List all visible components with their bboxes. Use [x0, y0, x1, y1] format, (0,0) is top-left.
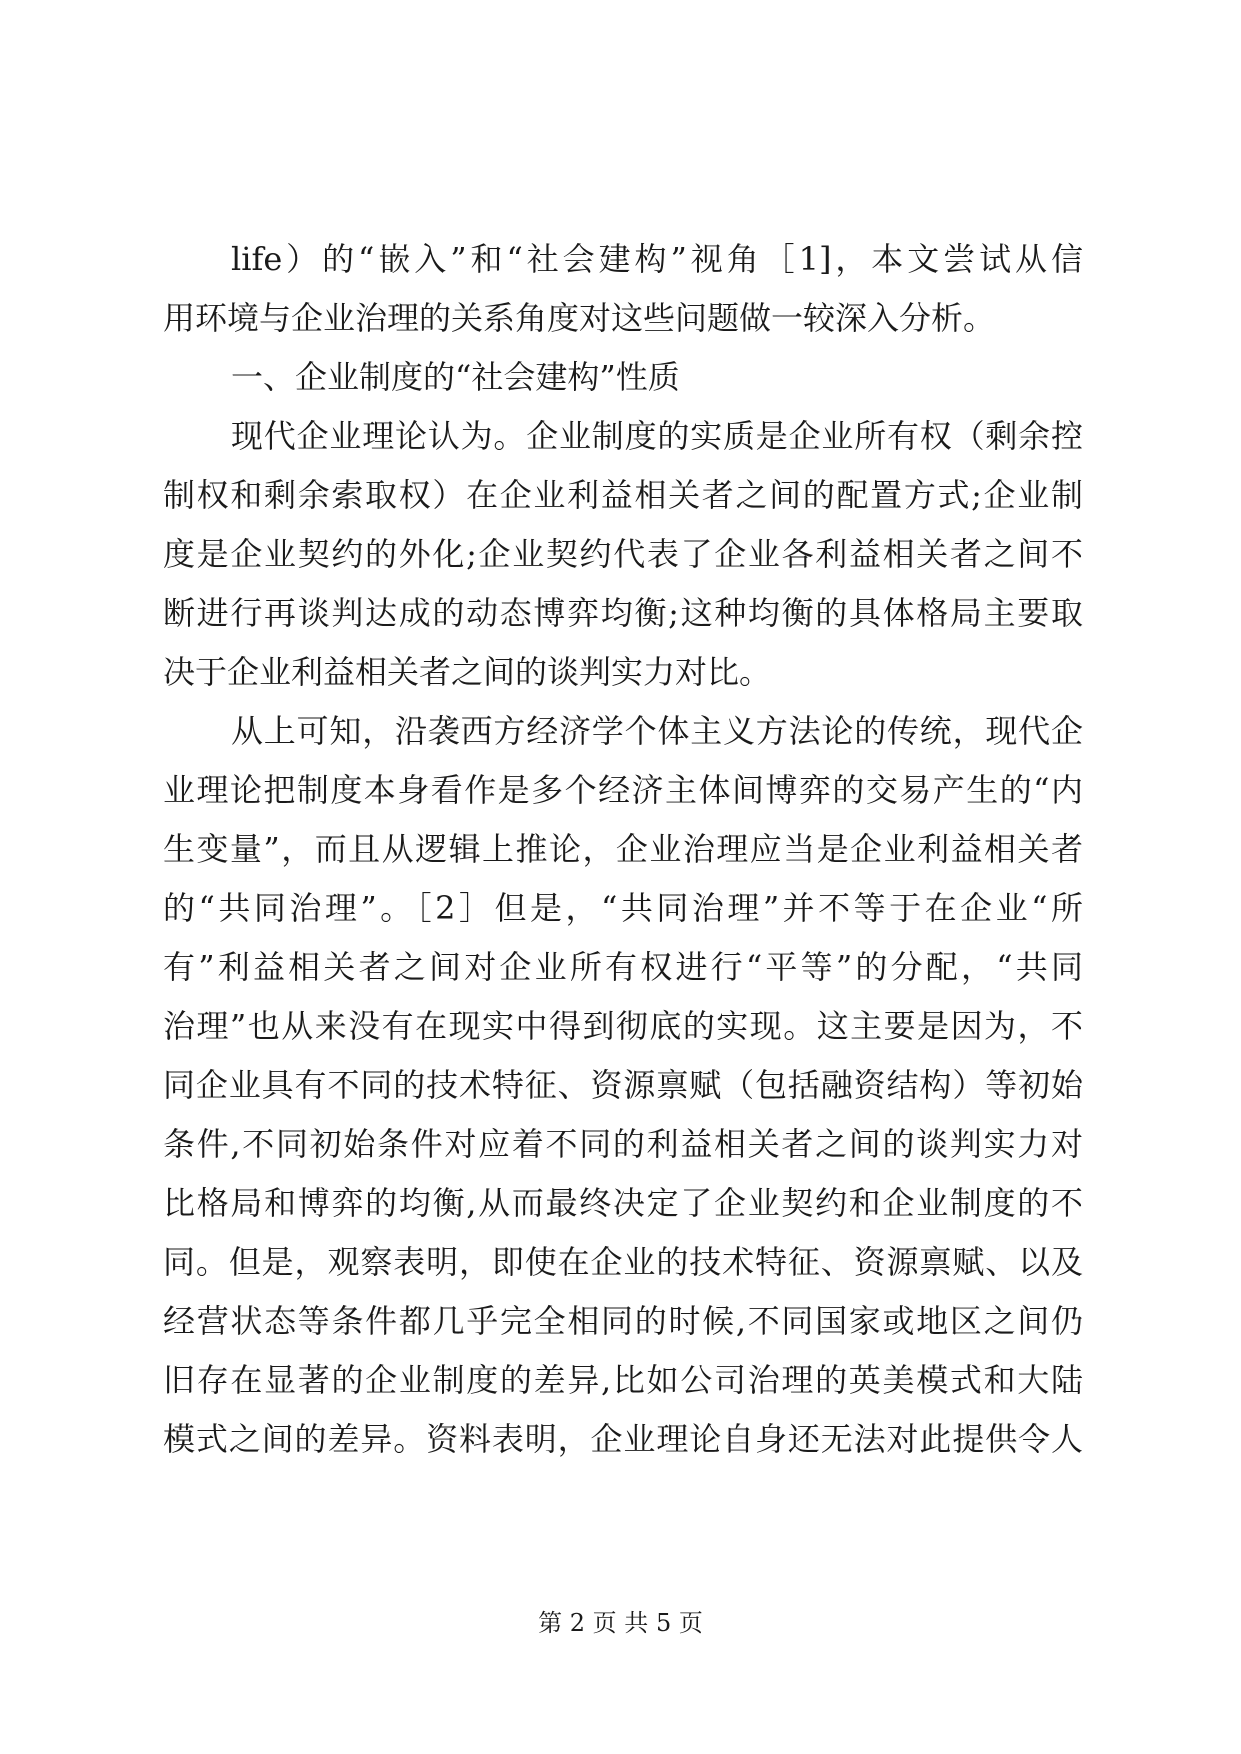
text-line: 用环境与企业治理的关系角度对这些问题做一较深入分析。: [163, 299, 996, 337]
text-line: 生变量”，而且从逻辑上推论，企业治理应当是企业利益相关者: [163, 830, 1083, 868]
text-line: 治理”也从来没有在现实中得到彻底的实现。这主要是因为，不: [163, 1007, 1083, 1045]
text-line: 条件,不同初始条件对应着不同的利益相关者之间的谈判实力对: [163, 1125, 1083, 1163]
text-line: 度是企业契约的外化;企业契约代表了企业各利益相关者之间不: [163, 535, 1083, 573]
text-line: 同企业具有不同的技术特征、资源禀赋（包括融资结构）等初始: [163, 1066, 1083, 1104]
text-line: 从上可知，沿袭西方经济学个体主义方法论的传统，现代企: [231, 712, 1083, 750]
section-heading: 一、企业制度的“社会建构”性质: [231, 358, 680, 396]
page-number: 第 2 页 共 5 页: [538, 1609, 703, 1637]
text-line: 旧存在显著的企业制度的差异,比如公司治理的英美模式和大陆: [163, 1361, 1083, 1399]
text-line: 决于企业利益相关者之间的谈判实力对比。: [163, 653, 772, 691]
text-line: 同。但是，观察表明，即使在企业的技术特征、资源禀赋、以及: [163, 1243, 1083, 1281]
text-line: 比格局和博弈的均衡,从而最终决定了企业契约和企业制度的不: [163, 1184, 1083, 1222]
text-line: 制权和剩余索取权）在企业利益相关者之间的配置方式;企业制: [163, 476, 1083, 514]
text-line: 业理论把制度本身看作是多个经济主体间博弈的交易产生的“内: [163, 771, 1083, 809]
text-line: 有”利益相关者之间对企业所有权进行“平等”的分配，“共同: [163, 948, 1083, 986]
text-line: 现代企业理论认为。企业制度的实质是企业所有权（剩余控: [231, 417, 1083, 455]
text-line: 的“共同治理”。［2］但是，“共同治理”并不等于在企业“所: [163, 889, 1083, 927]
page-footer: [0, 1607, 1241, 1639]
body-text: [163, 230, 1083, 1469]
text-line: life）的“嵌入”和“社会建构”视角［1]，本文尝试从信: [231, 240, 1083, 278]
text-line: 断进行再谈判达成的动态博弈均衡;这种均衡的具体格局主要取: [163, 594, 1083, 632]
text-line: 经营状态等条件都几乎完全相同的时候,不同国家或地区之间仍: [163, 1302, 1083, 1340]
text-line: 模式之间的差异。资料表明，企业理论自身还无法对此提供令人: [163, 1420, 1083, 1458]
